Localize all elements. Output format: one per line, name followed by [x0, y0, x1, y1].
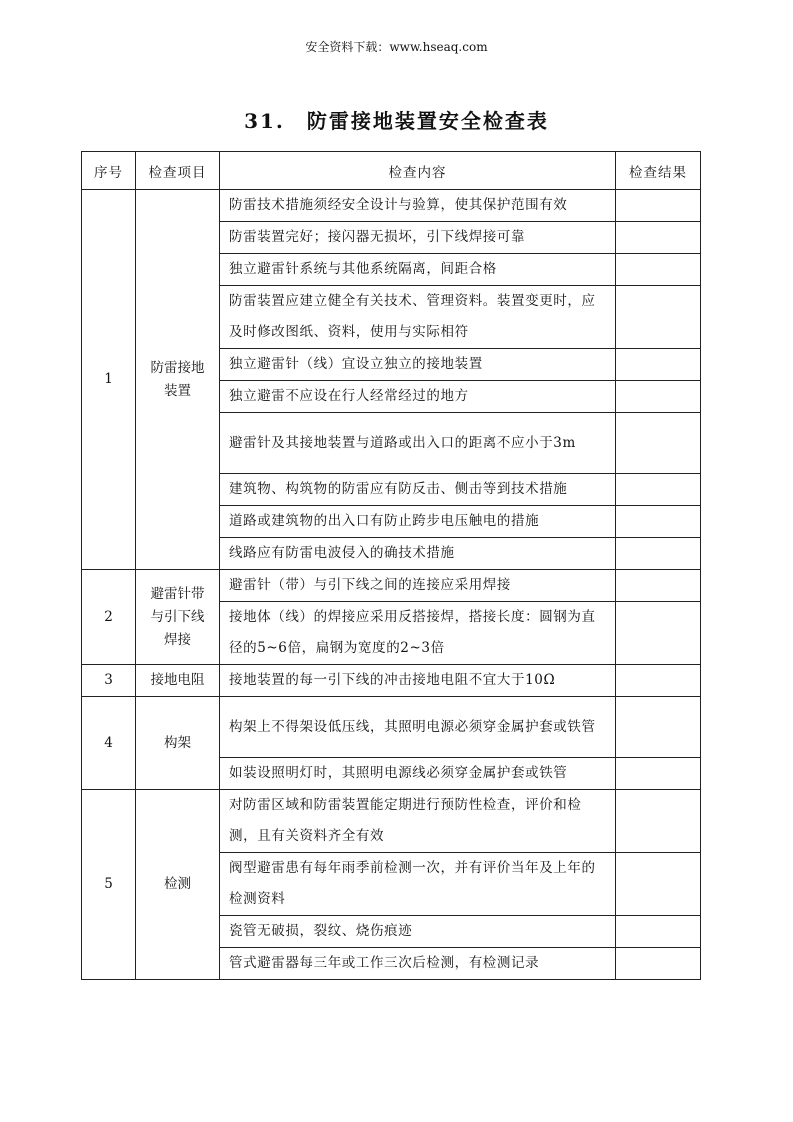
group-item: 防雷接地装置 — [136, 190, 220, 570]
group-number: 4 — [82, 697, 136, 790]
check-result-cell[interactable] — [616, 570, 701, 602]
check-result-cell[interactable] — [616, 506, 701, 538]
check-content: 防雷装置应建立健全有关技术、管理资料。装置变更时，应及时修改图纸、资料，使用与实际相符 — [220, 286, 616, 349]
check-result-cell[interactable] — [616, 697, 701, 758]
check-result-cell[interactable] — [616, 916, 701, 948]
check-result-cell[interactable] — [616, 853, 701, 916]
check-content: 避雷针及其接地装置与道路或出入口的距离不应小于3m — [220, 413, 616, 474]
table-row — [82, 570, 701, 602]
group-item: 避雷针带与引下线焊接 — [136, 570, 220, 665]
inspection-table — [81, 151, 701, 980]
check-content: 管式避雷器每三年或工作三次后检测，有检测记录 — [220, 948, 616, 980]
title-number: 31. — [244, 109, 285, 133]
check-result-cell[interactable] — [616, 254, 701, 286]
check-result-cell[interactable] — [616, 790, 701, 853]
check-result-cell[interactable] — [616, 758, 701, 790]
check-content: 瓷管无破损，裂纹、烧伤痕迹 — [220, 916, 616, 948]
check-result-cell[interactable] — [616, 948, 701, 980]
check-result-cell[interactable] — [616, 349, 701, 381]
group-item: 检测 — [136, 790, 220, 980]
title-text: 防雷接地装置安全检查表 — [306, 109, 549, 133]
column-header-item: 检查项目 — [136, 152, 220, 190]
check-content: 如装设照明灯时，其照明电源线必须穿金属护套或铁管 — [220, 758, 616, 790]
check-content: 道路或建筑物的出入口有防止跨步电压触电的措施 — [220, 506, 616, 538]
check-content: 独立避雷针系统与其他系统隔离，间距合格 — [220, 254, 616, 286]
check-result-cell[interactable] — [616, 222, 701, 254]
check-result-cell[interactable] — [616, 665, 701, 697]
document-title — [0, 105, 793, 134]
check-result-cell[interactable] — [616, 413, 701, 474]
check-result-cell[interactable] — [616, 474, 701, 506]
check-content: 对防雷区域和防雷装置能定期进行预防性检查，评价和检测，且有关资料齐全有效 — [220, 790, 616, 853]
table-row — [82, 665, 701, 697]
group-item: 接地电阻 — [136, 665, 220, 697]
table-row — [82, 190, 701, 222]
check-content: 避雷针（带）与引下线之间的连接应采用焊接 — [220, 570, 616, 602]
check-result-cell[interactable] — [616, 381, 701, 413]
check-content: 线路应有防雷电波侵入的确技术措施 — [220, 538, 616, 570]
column-header-no: 序号 — [82, 152, 136, 190]
check-result-cell[interactable] — [616, 538, 701, 570]
group-number: 5 — [82, 790, 136, 980]
table-row — [82, 697, 701, 758]
check-content: 建筑物、构筑物的防雷应有防反击、侧击等到技术措施 — [220, 474, 616, 506]
check-content: 独立避雷针（线）宜设立独立的接地装置 — [220, 349, 616, 381]
page-header: 安全资料下载：www.hseaq.com — [305, 40, 488, 54]
group-number: 1 — [82, 190, 136, 570]
check-result-cell[interactable] — [616, 286, 701, 349]
group-number: 3 — [82, 665, 136, 697]
check-content: 防雷装置完好；接闪器无损坏，引下线焊接可靠 — [220, 222, 616, 254]
check-result-cell[interactable] — [616, 602, 701, 665]
check-result-cell[interactable] — [616, 190, 701, 222]
check-content: 独立避雷不应设在行人经常经过的地方 — [220, 381, 616, 413]
column-header-content: 检查内容 — [220, 152, 616, 190]
group-item: 构架 — [136, 697, 220, 790]
column-header-result: 检查结果 — [616, 152, 701, 190]
check-content: 接地体（线）的焊接应采用反搭接焊，搭接长度：圆钢为直径的5~6倍，扁钢为宽度的2~3倍 — [220, 602, 616, 665]
group-number: 2 — [82, 570, 136, 665]
table-row — [82, 790, 701, 853]
table-header-row — [82, 152, 701, 190]
check-content: 接地装置的每一引下线的冲击接地电阻不宜大于10Ω — [220, 665, 616, 697]
check-content: 构架上不得架设低压线，其照明电源必须穿金属护套或铁管 — [220, 697, 616, 758]
check-content: 阀型避雷患有每年雨季前检测一次，并有评价当年及上年的检测资料 — [220, 853, 616, 916]
check-content: 防雷技术措施须经安全设计与验算，使其保护范围有效 — [220, 190, 616, 222]
